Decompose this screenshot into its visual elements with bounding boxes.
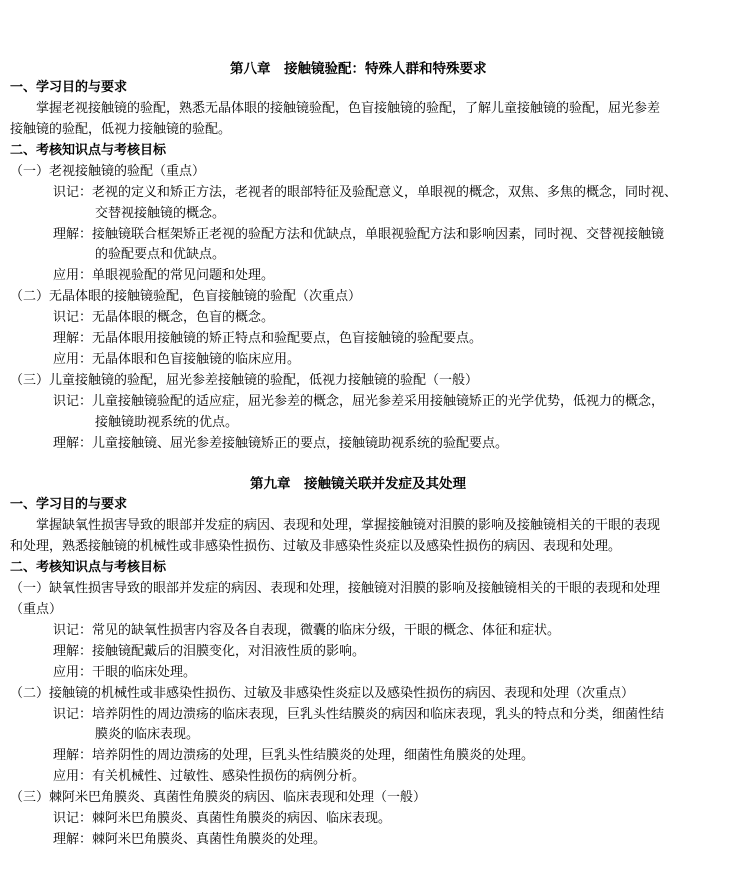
chapter9-title: 第九章 接触镜关联并发症及其处理 [250,476,466,492]
ch9-group2-lijie: 理解：培养阴性的周边溃疡的处理，巨乳头性结膜炎的处理，细菌性角膜炎的处理。 [53,748,535,763]
ch8-group1-lijie-cont: 的验配要点和优缺点。 [95,247,226,262]
ch8-group3-lijie: 理解：儿童接触镜、屈光参差接触镜矫正的要点，接触镜助视系统的验配要点。 [53,436,509,451]
chapter8-section1-heading: 一、学习目的与要求 [10,80,128,95]
ch9-group1-lijie: 理解：接触镜配戴后的泪膜变化，对泪液性质的影响。 [53,644,366,659]
chapter8-section1-text: 掌握老视接触镜的验配，熟悉无晶体眼的接触镜验配，色盲接触镜的验配，了解儿童接触镜的验配，屈光参差 [36,101,661,116]
chapter8-section2-heading: 二、考核知识点与考核目标 [10,143,167,158]
ch9-group1-heading-cont: （重点） [10,602,63,617]
ch9-group1-shiji: 识记：常见的缺氧性损害内容及各自表现，微囊的临床分级，干眼的概念、体征和症状。 [53,623,561,638]
ch9-group3-lijie: 理解：棘阿米巴角膜炎、真菌性角膜炎的处理。 [53,832,327,847]
chapter8-title: 第八章 接触镜验配：特殊人群和特殊要求 [230,61,487,77]
ch8-group2-yingyong: 应用：无晶体眼和色盲接触镜的临床应用。 [53,352,301,367]
chapter8-section1-text-cont: 接触镜的验配，低视力接触镜的验配。 [10,122,232,137]
ch8-group2-lijie: 理解：无晶体眼用接触镜的矫正特点和验配要点，色盲接触镜的验配要点。 [53,331,483,346]
ch8-group2-shiji: 识记：无晶体眼的概念，色盲的概念。 [53,310,275,325]
ch8-group3-heading: （三）儿童接触镜的验配，屈光参差接触镜的验配，低视力接触镜的验配（一般） [10,373,479,388]
ch8-group2-heading: （二）无晶体眼的接触镜验配，色盲接触镜的验配（次重点） [10,289,362,304]
ch9-group1-yingyong: 应用：干眼的临床处理。 [53,665,197,680]
ch8-group1-heading: （一）老视接触镜的验配（重点） [10,164,206,179]
ch9-group3-shiji: 识记：棘阿米巴角膜炎、真菌性角膜炎的病因、临床表现。 [53,811,392,826]
ch8-group1-shiji: 识记：老视的定义和矫正方法，老视者的眼部特征及验配意义，单眼视的概念，双焦、多焦的概念，同时视、 [53,185,678,200]
ch9-group2-shiji: 识记：培养阴性的周边溃疡的临床表现，巨乳头性结膜炎的病因和临床表现，乳头的特点和分类，细菌性结 [53,707,665,722]
chapter9-section1-heading: 一、学习目的与要求 [10,497,128,512]
ch9-group1-heading: （一）缺氧性损害导致的眼部并发症的病因、表现和处理，接触镜对泪膜的影响及接触镜相关的干眼的表现和处理 [10,581,661,596]
ch8-group3-shiji: 识记：儿童接触镜验配的适应症，屈光参差的概念，屈光参差采用接触镜矫正的光学优势，低视力的概念， [53,394,665,409]
ch8-group3-shiji-cont: 接触镜助视系统的优点。 [95,415,239,430]
ch8-group1-lijie: 理解：接触镜联合框架矫正老视的验配方法和优缺点，单眼视验配方法和影响因素，同时视、交替视接触镜 [53,227,665,242]
ch8-group1-shiji-cont: 交替视接触镜的概念。 [95,206,226,221]
ch9-group3-heading: （三）棘阿米巴角膜炎、真菌性角膜炎的病因、临床表现和处理（一般） [10,790,427,805]
ch8-group1-yingyong: 应用：单眼视验配的常见问题和处理。 [53,268,275,283]
chapter9-section2-heading: 二、考核知识点与考核目标 [10,560,167,575]
ch9-group2-heading: （二）接触镜的机械性或非感染性损伤、过敏及非感染性炎症以及感染性损伤的病因、表现和处理（次重点） [10,686,635,701]
chapter9-section1-text: 掌握缺氧性损害导致的眼部并发症的病因、表现和处理，掌握接触镜对泪膜的影响及接触镜相关的干眼的表现 [36,518,661,533]
ch9-group2-shiji-cont: 膜炎的临床表现。 [95,727,200,742]
chapter9-section1-text-cont: 和处理，熟悉接触镜的机械性或非感染性损伤、过敏及非感染性炎症以及感染性损伤的病因、表现和处理。 [10,539,622,554]
ch9-group2-yingyong: 应用：有关机械性、过敏性、感染性损伤的病例分析。 [53,769,366,784]
